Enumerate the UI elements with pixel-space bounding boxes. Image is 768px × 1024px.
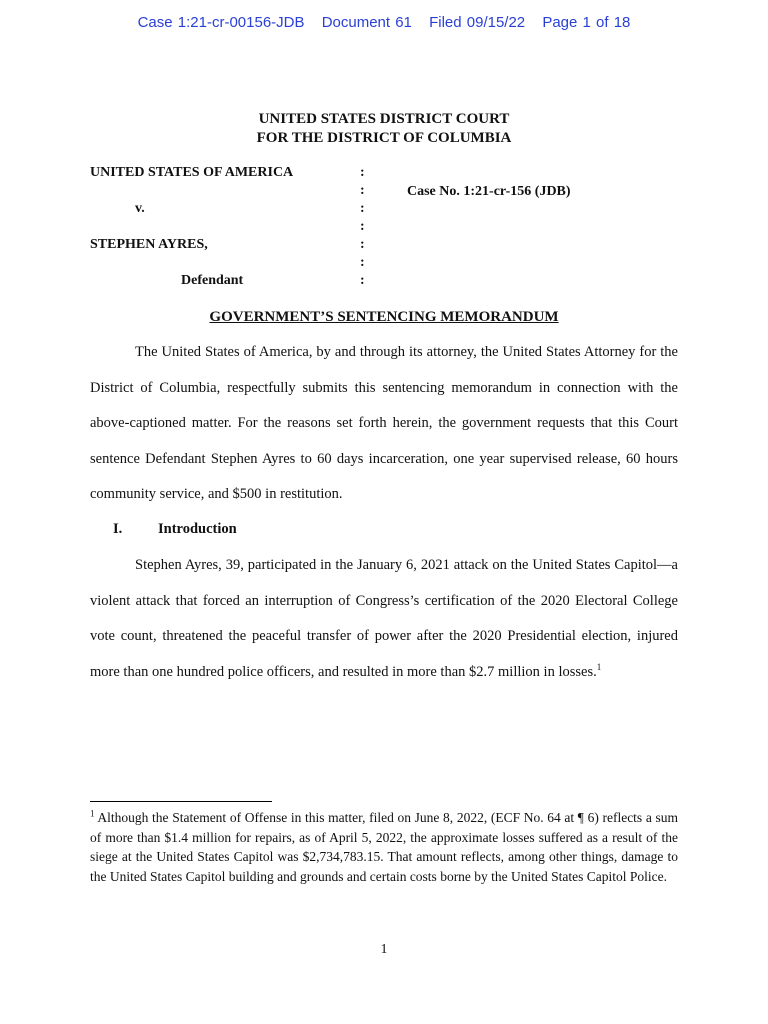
intro-paragraph-text: The United States of America, by and through its attorney, the United States Attorney for the District of Columbia, respectfully submits this sentencing memorandum in connection with the above-captioned matter. For the reasons set forth herein, the government requests that this Court sentence Defendant Stephen Ayres to 60 days incarceration, one year supervised release, 60 hours community service, and $500 in restitution. [90, 344, 678, 502]
plaintiff-name: UNITED STATES OF AMERICA [90, 165, 294, 180]
defendant-label: Defendant [181, 273, 244, 288]
footnote-number: 1 [90, 808, 95, 819]
case-number-stamp: Case 1:21-cr-00156-JDB [137, 14, 305, 31]
caption-colon: : [360, 273, 365, 288]
page-count-stamp: Page 1 of 18 [542, 14, 631, 31]
case-number: Case No. 1:21-cr-156 (JDB) [407, 184, 571, 199]
introduction-paragraph-text: Stephen Ayres, 39, participated in the January 6, 2021 attack on the United States Capitol—a violent attack that forced an interruption of Congress’s certification of the 2020 Electoral College vote count, threatened the peaceful transfer of power after the 2020 Presidential election, injured more than one hundred police officers, and resulted in more than $2.7 million in losses. [90, 557, 678, 680]
section-number: I. [113, 521, 123, 537]
court-heading [0, 110, 768, 148]
introduction-paragraph [90, 548, 678, 690]
section-heading [90, 521, 237, 538]
caption-colon: : [360, 219, 365, 234]
footnote-reference[interactable]: 1 [596, 661, 602, 672]
caption-colon: : [360, 165, 365, 180]
caption-colon: : [360, 183, 365, 198]
caption-colon: : [360, 255, 365, 270]
caption-colon: : [360, 237, 365, 252]
defendant-name: STEPHEN AYRES, [90, 237, 208, 252]
page-number: 1 [380, 942, 388, 957]
versus-label: v. [135, 201, 145, 216]
footnote-divider [90, 801, 272, 802]
footnote [90, 808, 678, 886]
footnote-text: Although the Statement of Offense in this matter, filed on June 8, 2022, (ECF No. 64 at ¶ 6) reflects a sum of more than $1.4 million for repairs, as of April 5, 2022, the approximate losses suffered as a result of the siege at the United States Capitol was $2,734,783.15. That amount reflects, among other things, damage to the United States Capitol building and grounds and certain costs borne by the United States Capitol Police. [90, 810, 678, 884]
ecf-header [0, 14, 768, 31]
court-district: FOR THE DISTRICT OF COLUMBIA [256, 130, 512, 146]
filed-date-stamp: Filed 09/15/22 [429, 14, 526, 31]
document-title: GOVERNMENT’S SENTENCING MEMORANDUM [209, 309, 559, 325]
intro-paragraph [90, 335, 678, 513]
caption-colon: : [360, 201, 365, 216]
court-name: UNITED STATES DISTRICT COURT [258, 111, 510, 127]
section-title: Introduction [158, 521, 237, 537]
document-number-stamp: Document 61 [321, 14, 412, 31]
